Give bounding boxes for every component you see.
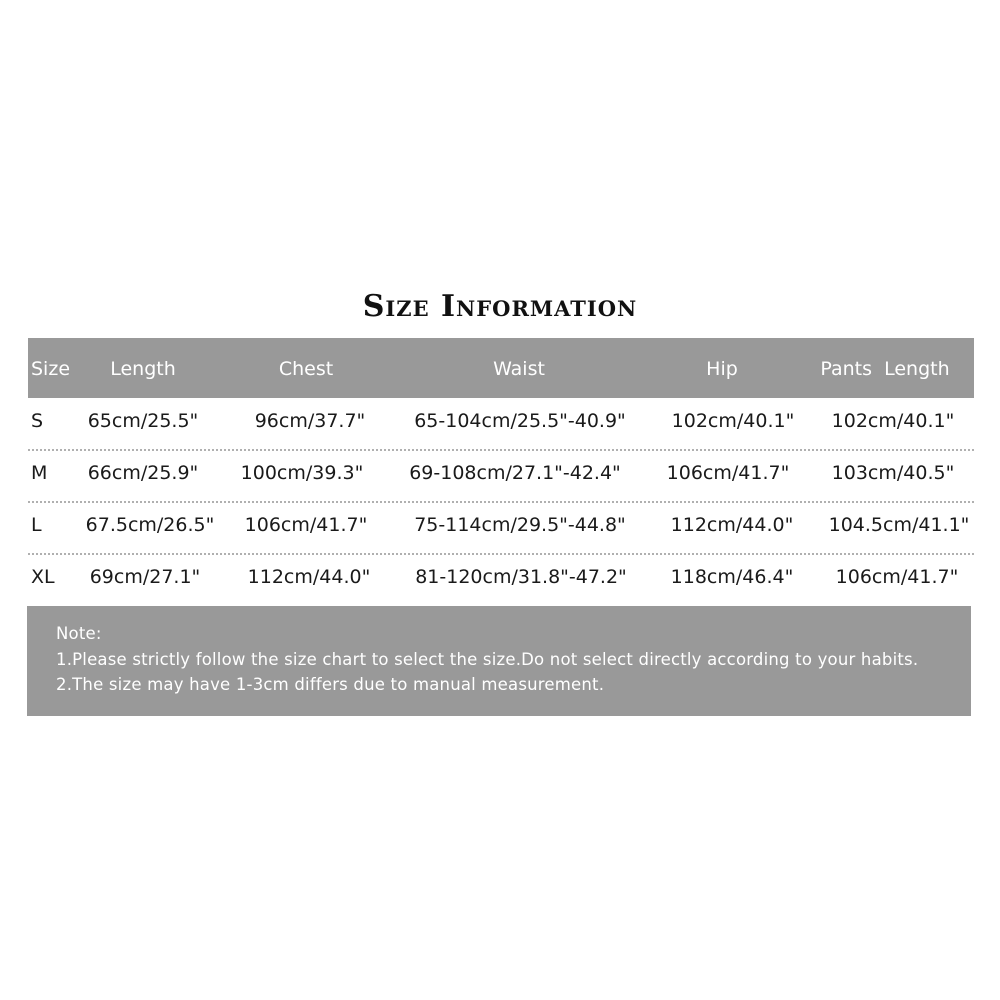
header-size: Size — [31, 358, 71, 380]
row-divider — [28, 501, 974, 503]
cell-size: L — [31, 514, 42, 536]
header-pants-length: Pants Length — [820, 358, 950, 380]
cell-chest: 96cm/37.7" — [254, 410, 366, 432]
note-heading: Note: — [56, 624, 102, 643]
cell-hip: 102cm/40.1" — [671, 410, 795, 432]
cell-size: XL — [31, 566, 55, 588]
cell-hip: 106cm/41.7" — [666, 462, 790, 484]
header-hip: Hip — [706, 358, 738, 380]
cell-waist: 81-120cm/31.8"-47.2" — [415, 566, 627, 588]
note-line-1: 1.Please strictly follow the size chart to select the size.Do not select directly according to your habits. — [56, 650, 919, 669]
cell-pants-length: 104.5cm/41.1" — [828, 514, 970, 536]
cell-chest: 100cm/39.3" — [240, 462, 364, 484]
row-divider — [28, 449, 974, 451]
cell-waist: 65-104cm/25.5"-40.9" — [414, 410, 626, 432]
cell-hip: 112cm/44.0" — [670, 514, 794, 536]
cell-pants-length: 102cm/40.1" — [831, 410, 955, 432]
cell-waist: 69-108cm/27.1"-42.4" — [409, 462, 621, 484]
cell-pants-length: 106cm/41.7" — [835, 566, 959, 588]
row-divider — [28, 553, 974, 555]
header-length: Length — [110, 358, 176, 380]
header-chest: Chest — [278, 358, 334, 380]
cell-size: S — [31, 410, 44, 432]
cell-hip: 118cm/46.4" — [670, 566, 794, 588]
cell-length: 67.5cm/26.5" — [85, 514, 215, 536]
header-waist: Waist — [493, 358, 545, 380]
cell-chest: 112cm/44.0" — [247, 566, 371, 588]
page-title: Size Information — [362, 289, 638, 324]
cell-length: 66cm/25.9" — [87, 462, 199, 484]
note-line-2: 2.The size may have 1-3cm differs due to manual measurement. — [56, 675, 605, 694]
cell-waist: 75-114cm/29.5"-44.8" — [414, 514, 626, 536]
cell-length: 65cm/25.5" — [87, 410, 199, 432]
cell-pants-length: 103cm/40.5" — [831, 462, 955, 484]
cell-size: M — [31, 462, 48, 484]
cell-chest: 106cm/41.7" — [244, 514, 368, 536]
cell-length: 69cm/27.1" — [89, 566, 201, 588]
